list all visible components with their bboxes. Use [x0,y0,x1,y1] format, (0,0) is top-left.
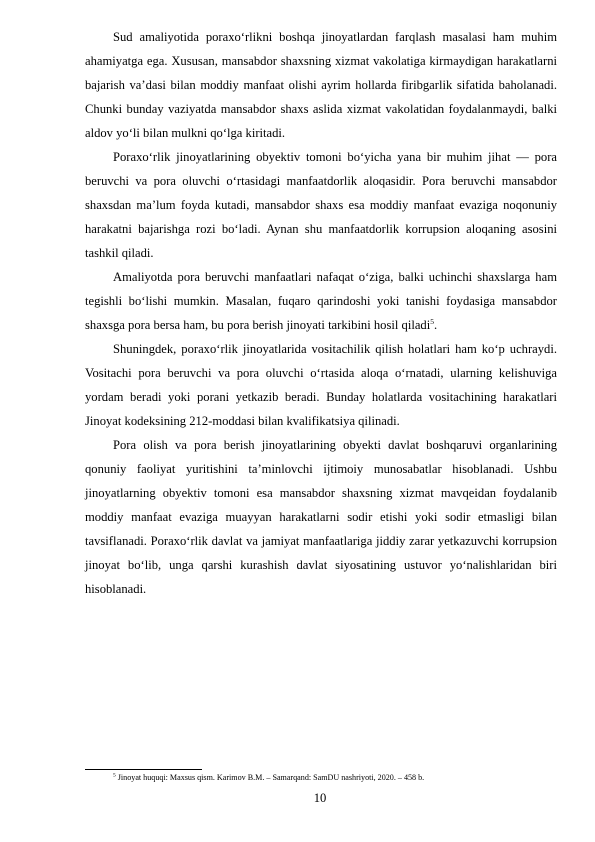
paragraph-5-text: Pora olish va pora berish jinoyatlarining obyekti davlat boshqaruvi organlarining qonuniy faoliyat yuritishini ta’minlovchi ijtimoiy munosabatlar hisoblanadi. Ushbu jinoyatlarning obyektiv tomoni esa mansabdor shaxsning xizmat mavqeidan foydalanib moddiy manfaat evaziga muayyan harakatlarni sodir etishi yoki sodir etmasligi bilan tavsiflanadi. Poraxo‘rlik davlat va jamiyat manfaatlariga jiddiy zarar yetkazuvchi korrupsion jinoyat bo‘lib, unga qarshi kurashish davlat siyosatining ustuvor yo‘nalishlaridan biri hisoblanadi. [85,438,557,596]
paragraph-4-text: Shuningdek, poraxo‘rlik jinoyatlarida vositachilik qilish holatlari ham ko‘p uchraydi. Vositachi pora beruvchi va pora oluvchi o‘rtasida aloqa o‘rnatadi, ularning kelishuviga yordam beradi yoki porani yetkazib beradi. Bunday holatlarda vositachining harakatlari Jinoyat kodeksining 212-moddasi bilan kvalifikatsiya qilinadi. [85,342,557,428]
body-text [85,25,557,601]
paragraph-2 [85,145,557,265]
footnote-separator [85,769,202,770]
paragraph-5 [85,433,557,601]
footnote-number: 5 [113,772,116,779]
paragraph-3-text: Amaliyotda pora beruvchi manfaatlari nafaqat o‘ziga, balki uchinchi shaxslarga ham tegishli bo‘lishi mumkin. Masalan, fuqaro qarindoshi yoki tanishi foydasiga mansabdor shaxsga pora bersa ham, bu pora berish jinoyati tarkibini hosil qiladi [85,270,557,332]
footnote-reference[interactable]: 5 [430,316,434,326]
paragraph-3-end-punctuation: . [433,318,438,332]
paragraph-1-text: Sud amaliyotida poraxo‘rlikni boshqa jinoyatlardan farqlash masalasi ham muhim ahamiyatga ega. Xususan, mansabdor shaxsning xizmat vakolatiga kirmaydigan harakatlarni bajarish va’dasi bilan moddiy manfaat olishi ayrim hollarda firibgarlik sifatida baholanadi. Chunki bunday vaziyatda mansabdor shaxs aslida xizmat vakolatidan foydalanmaydi, balki aldov yo‘li bilan mulkni qo‘lga kiritadi. [85,30,557,140]
paragraph-3 [85,265,557,337]
footnote-text: Jinoyat huquqi: Maxsus qism. Karimov B.M. – Samarqand: SamDU nashriyoti, 2020. – 458 b. [115,773,425,782]
paragraph-2-text: Poraxo‘rlik jinoyatlarining obyektiv tomoni bo‘yicha yana bir muhim jihat — pora beruvchi va pora oluvchi o‘rtasidagi manfaatdorlik aloqasidir. Pora beruvchi mansabdor shaxsdan ma’lum foyda kutadi, mansabdor shaxs esa moddiy manfaat evaziga noqonuniy harakatni bajarishga rozi bo‘ladi. Aynan shu manfaatdorlik korrupsion aloqaning asosini tashkil qiladi. [85,150,557,260]
paragraph-4 [85,337,557,433]
page-number: 10 [313,791,327,805]
footnote [113,772,563,783]
paragraph-1 [85,25,557,145]
